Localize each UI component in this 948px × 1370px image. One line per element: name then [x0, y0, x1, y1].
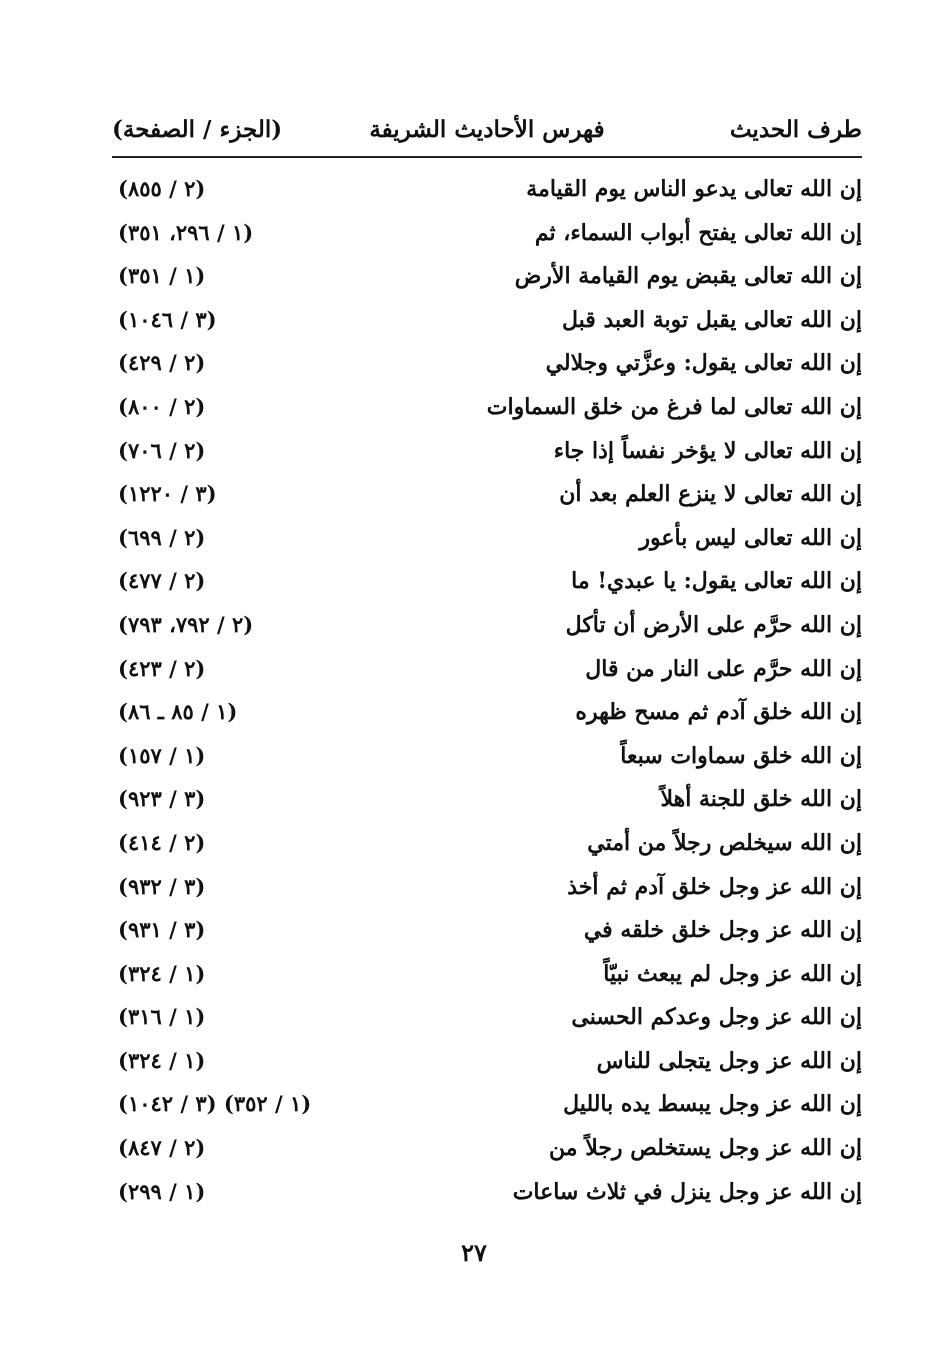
index-entry — [112, 1042, 862, 1086]
index-entry — [112, 955, 862, 999]
volume-page-reference: (٢ / ٨٥٥) — [118, 176, 206, 201]
hadith-opening-text: إن الله تعالى يقبض يوم القيامة الأرض — [514, 263, 862, 290]
hadith-opening-text: إن الله عز وجل يستخلص رجلاً من — [549, 1135, 862, 1162]
volume-page-reference: (٢ / ٧٠٦) — [118, 437, 206, 463]
index-entry — [112, 475, 862, 519]
index-entry — [112, 519, 862, 563]
hadith-opening-text: إن الله حرَّم على الأرض أن تأكل — [565, 611, 862, 638]
volume-page-reference: (١ / ٣٥١) — [118, 263, 206, 289]
volume-page-reference: (١ / ٣٢٤) — [118, 960, 206, 986]
page-number: ٢٧ — [461, 1238, 487, 1267]
index-entry — [112, 344, 862, 388]
hadith-opening-text: إن الله عز وجل وعدكم الحسنى — [571, 1004, 862, 1031]
index-entry — [112, 1173, 862, 1217]
volume-page-reference: (١ / ٣١٦) — [118, 1004, 206, 1030]
header-index-title: فهرس الأحاديث الشريفة — [369, 116, 605, 143]
hadith-opening-text: إن الله خلق للجنة أهلاً — [660, 786, 862, 813]
volume-page-reference: (٢ / ٦٩٩) — [118, 524, 206, 550]
volume-page-reference: (١ / ١٥٧) — [118, 742, 206, 768]
volume-page-reference: (٣ / ٩٣١) — [118, 917, 206, 943]
volume-page-reference: (١ / ٢٩٦، ٣٥١) — [118, 219, 254, 245]
index-entry — [112, 824, 862, 868]
header-hadith-column-label: طرف الحديث — [729, 116, 862, 143]
hadith-opening-text: إن الله تعالى لما فرغ من خلق السماوات — [486, 393, 862, 420]
index-entry — [112, 911, 862, 955]
hadith-opening-text: إن الله خلق آدم ثم مسح ظهره — [575, 699, 862, 726]
volume-page-reference: (٣ / ١٠٤٦) — [118, 306, 217, 332]
volume-page-reference: (٢ / ٤٧٧) — [118, 568, 206, 594]
hadith-opening-text: إن الله تعالى يدعو الناس يوم القيامة — [526, 176, 862, 202]
hadith-index-list — [112, 170, 862, 1216]
hadith-opening-text: إن الله عز وجل خلق آدم ثم أخذ — [567, 873, 862, 900]
index-entry — [112, 998, 862, 1042]
hadith-opening-text: إن الله عز وجل يبسط يده بالليل — [563, 1091, 862, 1118]
volume-page-reference: (٢ / ٤١٤) — [118, 829, 206, 855]
hadith-opening-text: إن الله تعالى يفتح أبواب السماء، ثم — [534, 219, 862, 246]
volume-page-reference: (٢ / ٨٤٧) — [118, 1135, 206, 1161]
hadith-opening-text: إن الله تعالى يقبل توبة العبد قبل — [562, 306, 862, 333]
hadith-opening-text: إن الله تعالى لا يؤخر نفساً إذا جاء — [553, 437, 862, 464]
index-entry — [112, 432, 862, 476]
volume-page-reference: (١ / ٣٢٤) — [118, 1047, 206, 1073]
hadith-opening-text: إن الله تعالى لا ينزع العلم بعد أن — [559, 481, 862, 508]
index-entry — [112, 170, 862, 214]
hadith-opening-text: إن الله خلق سماوات سبعاً — [620, 742, 862, 769]
volume-page-reference: (٣ / ١٢٢٠) — [118, 481, 217, 507]
index-entry — [112, 868, 862, 912]
index-entry — [112, 214, 862, 258]
hadith-opening-text: إن الله سيخلص رجلاً من أمتي — [587, 829, 862, 856]
header-volume-page-label: (الجزء / الصفحة) — [112, 116, 283, 143]
volume-page-reference: (٢ / ٤٢٣) — [118, 655, 206, 681]
volume-page-reference: (١ / ٣٥٢) (٣ / ١٠٤٢) — [118, 1091, 312, 1117]
volume-page-reference: (٣ / ٩٣٢) — [118, 873, 206, 899]
hadith-opening-text: إن الله تعالى يقول: وعزَّتي وجلالي — [545, 350, 862, 377]
index-entry — [112, 606, 862, 650]
hadith-opening-text: إن الله عز وجل خلق خلقه في — [583, 917, 862, 944]
index-entry — [112, 1129, 862, 1173]
volume-page-reference: (٢ / ٤٢٩) — [118, 350, 206, 376]
hadith-opening-text: إن الله تعالى يقول: يا عبدي! ما — [571, 568, 862, 595]
volume-page-reference: (١ / ٢٩٩) — [118, 1178, 206, 1204]
index-entry — [112, 693, 862, 737]
page-header — [112, 110, 862, 154]
index-entry — [112, 257, 862, 301]
index-entry — [112, 562, 862, 606]
hadith-opening-text: إن الله عز وجل يتجلى للناس — [596, 1047, 862, 1074]
hadith-opening-text: إن الله حرَّم على النار من قال — [585, 655, 862, 682]
volume-page-reference: (٢ / ٧٩٢، ٧٩٣) — [118, 611, 254, 637]
index-entry — [112, 301, 862, 345]
volume-page-reference: (٣ / ٩٢٣) — [118, 786, 206, 812]
hadith-opening-text: إن الله عز وجل لم يبعث نبيّاً — [603, 960, 862, 987]
index-entry — [112, 1085, 862, 1129]
header-divider — [112, 156, 862, 158]
hadith-opening-text: إن الله تعالى ليس بأعور — [639, 524, 862, 551]
index-entry — [112, 388, 862, 432]
volume-page-reference: (١ / ٨٥ ـ ٨٦) — [118, 699, 238, 725]
index-entry — [112, 780, 862, 824]
index-entry — [112, 650, 862, 694]
volume-page-reference: (٢ / ٨٠٠) — [118, 393, 206, 419]
hadith-opening-text: إن الله عز وجل ينزل في ثلاث ساعات — [512, 1178, 862, 1205]
index-entry — [112, 737, 862, 781]
